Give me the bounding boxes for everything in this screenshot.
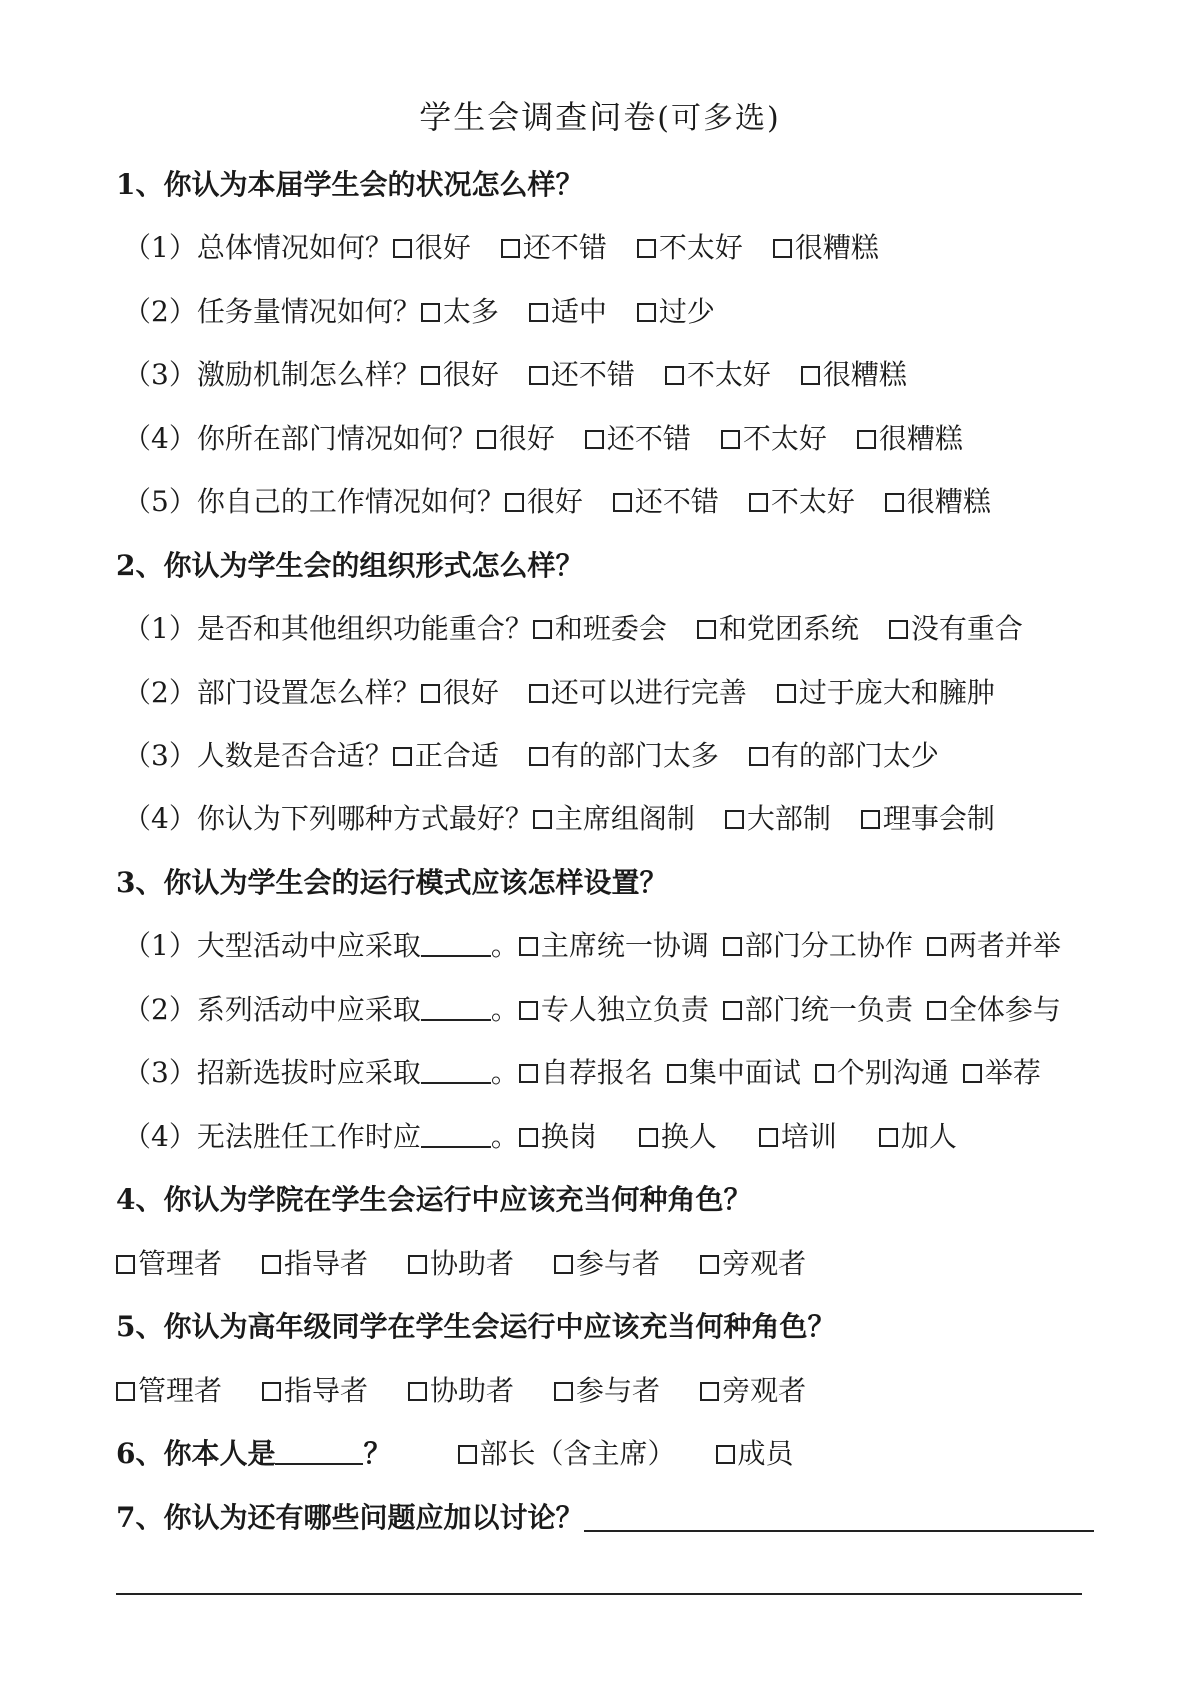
checkbox[interactable] — [639, 1128, 658, 1147]
question-text: （4）你所在部门情况如何？ — [123, 422, 477, 455]
checkbox[interactable] — [773, 239, 792, 258]
question-5-options — [116, 1369, 846, 1409]
checkbox[interactable] — [585, 430, 604, 449]
option[interactable]: 太多 — [421, 290, 499, 330]
question-2-4 — [123, 797, 1025, 837]
checkbox[interactable] — [529, 747, 548, 766]
checkbox[interactable] — [408, 1255, 427, 1274]
option[interactable]: 不太好 — [637, 226, 743, 266]
option[interactable]: 很糟糕 — [885, 480, 991, 520]
checkbox[interactable] — [477, 430, 496, 449]
option[interactable]: 很糟糕 — [801, 353, 907, 393]
checkbox[interactable] — [501, 239, 520, 258]
checkbox[interactable] — [529, 366, 548, 385]
option[interactable]: 部门分工协作 — [723, 924, 913, 964]
question-text: （2）部门设置怎么样？ — [123, 676, 421, 709]
option[interactable]: 主席统一协调 — [519, 924, 709, 964]
option[interactable]: 参与者 — [554, 1242, 660, 1282]
option[interactable]: 还可以进行完善 — [529, 671, 747, 711]
question-text: （2）系列活动中应采取 — [123, 993, 421, 1026]
checkbox[interactable] — [749, 747, 768, 766]
option[interactable]: 过于庞大和臃肿 — [777, 671, 995, 711]
option[interactable]: 管理者 — [116, 1242, 222, 1282]
option[interactable]: 大部制 — [725, 797, 831, 837]
checkbox[interactable] — [815, 1064, 834, 1083]
option[interactable]: 还不错 — [501, 226, 607, 266]
question-text: （2）任务量情况如何？ — [123, 295, 421, 328]
option[interactable]: 没有重合 — [889, 607, 1023, 647]
fill-blank[interactable] — [421, 1120, 491, 1148]
checkbox[interactable] — [262, 1255, 281, 1274]
checkbox[interactable] — [879, 1128, 898, 1147]
option[interactable]: 正合适 — [393, 734, 499, 774]
question-3-2 — [123, 988, 1091, 1028]
checkbox[interactable] — [554, 1255, 573, 1274]
checkbox[interactable] — [519, 937, 538, 956]
option[interactable]: 管理者 — [116, 1369, 222, 1409]
checkbox[interactable] — [533, 810, 552, 829]
question-text: （3）人数是否合适？ — [123, 739, 393, 772]
question-text: （4）你认为下列哪种方式最好？ — [123, 802, 533, 835]
checkbox[interactable] — [519, 1128, 538, 1147]
question-suffix: 。 — [490, 1056, 519, 1089]
checkbox[interactable] — [857, 430, 876, 449]
question-3-heading: 3、你认为学生会的运行模式应该怎样设置？ — [116, 866, 668, 899]
question-7-heading: 7、你认为还有哪些问题应加以讨论？ — [116, 1501, 584, 1534]
option[interactable]: 指导者 — [262, 1242, 368, 1282]
question-6-prefix: 6、你本人是 — [116, 1437, 276, 1470]
option[interactable]: 换人 — [639, 1115, 717, 1155]
checkbox[interactable] — [262, 1382, 281, 1401]
option[interactable]: 换岗 — [519, 1115, 597, 1155]
option[interactable]: 集中面试 — [667, 1051, 801, 1091]
checkbox[interactable] — [861, 810, 880, 829]
option[interactable]: 还不错 — [585, 417, 691, 457]
checkbox[interactable] — [723, 937, 742, 956]
option[interactable]: 不太好 — [665, 353, 771, 393]
checkbox[interactable] — [749, 493, 768, 512]
option[interactable]: 很好 — [421, 353, 499, 393]
checkbox[interactable] — [529, 303, 548, 322]
question-5-heading: 5、你认为高年级同学在学生会运行中应该充当何种角色？ — [116, 1310, 836, 1343]
option[interactable]: 培训 — [759, 1115, 837, 1155]
checkbox[interactable] — [554, 1382, 573, 1401]
page-title — [0, 92, 1200, 138]
question-text: （3）激励机制怎么样？ — [123, 358, 421, 391]
title-text: 学生会调查问卷 — [419, 98, 658, 136]
checkbox[interactable] — [529, 684, 548, 703]
option[interactable]: 旁观者 — [700, 1242, 806, 1282]
checkbox[interactable] — [393, 747, 412, 766]
checkbox[interactable] — [421, 303, 440, 322]
question-1-1 — [123, 226, 909, 266]
checkbox[interactable] — [637, 239, 656, 258]
checkbox[interactable] — [759, 1128, 778, 1147]
option[interactable]: 很好 — [393, 226, 471, 266]
answer-line[interactable] — [116, 1593, 1082, 1595]
question-text: （1）是否和其他组织功能重合？ — [123, 612, 533, 645]
checkbox[interactable] — [408, 1382, 427, 1401]
checkbox[interactable] — [927, 1001, 946, 1020]
question-6-heading — [116, 1432, 824, 1472]
question-suffix: 。 — [490, 929, 519, 962]
option[interactable]: 部长（含主席） — [458, 1432, 676, 1472]
option[interactable]: 成员 — [716, 1432, 794, 1472]
question-1-2 — [123, 290, 745, 330]
option[interactable]: 协助者 — [408, 1242, 514, 1282]
fill-blank[interactable] — [421, 993, 491, 1021]
checkbox[interactable] — [519, 1001, 538, 1020]
option[interactable]: 不太好 — [721, 417, 827, 457]
option[interactable]: 很糟糕 — [857, 417, 963, 457]
question-3-3 — [123, 1051, 1071, 1091]
checkbox[interactable] — [393, 239, 412, 258]
option[interactable]: 很好 — [505, 480, 583, 520]
fill-blank[interactable] — [421, 929, 491, 957]
question-text: （4）无法胜任工作时应 — [123, 1120, 421, 1153]
option[interactable]: 协助者 — [408, 1369, 514, 1409]
checkbox[interactable] — [700, 1255, 719, 1274]
checkbox[interactable] — [721, 430, 740, 449]
option[interactable]: 主席组阁制 — [533, 797, 695, 837]
checkbox[interactable] — [889, 620, 908, 639]
checkbox[interactable] — [963, 1064, 982, 1083]
option[interactable]: 有的部门太少 — [749, 734, 939, 774]
checkbox[interactable] — [725, 810, 744, 829]
checkbox[interactable] — [777, 684, 796, 703]
option[interactable]: 很好 — [477, 417, 555, 457]
checkbox[interactable] — [637, 303, 656, 322]
checkbox[interactable] — [533, 620, 552, 639]
question-2-3 — [123, 734, 969, 774]
checkbox[interactable] — [116, 1255, 135, 1274]
checkbox[interactable] — [505, 493, 524, 512]
question-1-4 — [123, 417, 993, 457]
option[interactable]: 和班委会 — [533, 607, 667, 647]
option[interactable]: 部门统一负责 — [723, 988, 913, 1028]
answer-line[interactable] — [584, 1530, 1094, 1532]
checkbox[interactable] — [421, 366, 440, 385]
checkbox[interactable] — [613, 493, 632, 512]
question-text: （5）你自己的工作情况如何？ — [123, 485, 505, 518]
option[interactable]: 举荐 — [963, 1051, 1041, 1091]
option[interactable]: 过少 — [637, 290, 715, 330]
option[interactable]: 很好 — [421, 671, 499, 711]
checkbox[interactable] — [801, 366, 820, 385]
option[interactable]: 旁观者 — [700, 1369, 806, 1409]
question-4-heading: 4、你认为学院在学生会运行中应该充当何种角色？ — [116, 1183, 752, 1216]
question-1-3 — [123, 353, 937, 393]
option[interactable]: 很糟糕 — [773, 226, 879, 266]
question-2-1 — [123, 607, 1053, 647]
option[interactable]: 适中 — [529, 290, 607, 330]
question-2-2 — [123, 671, 1025, 711]
option[interactable]: 两者并举 — [927, 924, 1061, 964]
checkbox[interactable] — [697, 620, 716, 639]
question-text: （3）招新选拔时应采取 — [123, 1056, 421, 1089]
option[interactable]: 理事会制 — [861, 797, 995, 837]
option[interactable]: 自荐报名 — [519, 1051, 653, 1091]
question-suffix: 。 — [490, 993, 519, 1026]
option[interactable]: 个别沟通 — [815, 1051, 949, 1091]
checkbox[interactable] — [665, 366, 684, 385]
checkbox[interactable] — [667, 1064, 686, 1083]
option[interactable]: 专人独立负责 — [519, 988, 709, 1028]
option[interactable]: 参与者 — [554, 1369, 660, 1409]
question-1-heading: 1、你认为本届学生会的状况怎么样？ — [116, 168, 584, 201]
option[interactable]: 指导者 — [262, 1369, 368, 1409]
checkbox[interactable] — [723, 1001, 742, 1020]
option[interactable]: 不太好 — [749, 480, 855, 520]
checkbox[interactable] — [927, 937, 946, 956]
title-suffix: (可多选) — [657, 101, 781, 136]
question-text: （1）总体情况如何？ — [123, 231, 393, 264]
checkbox[interactable] — [519, 1064, 538, 1083]
fill-blank[interactable] — [275, 1437, 363, 1465]
checkbox[interactable] — [421, 684, 440, 703]
question-2-heading: 2、你认为学生会的组织形式怎么样？ — [116, 549, 584, 582]
checkbox[interactable] — [700, 1382, 719, 1401]
option[interactable]: 还不错 — [529, 353, 635, 393]
question-3-4 — [123, 1115, 987, 1155]
question-text: （1）大型活动中应采取 — [123, 929, 421, 962]
question-1-5 — [123, 480, 1021, 520]
checkbox[interactable] — [116, 1382, 135, 1401]
checkbox[interactable] — [716, 1445, 735, 1464]
checkbox[interactable] — [458, 1445, 477, 1464]
question-6-suffix: ？ — [363, 1437, 392, 1470]
option[interactable]: 还不错 — [613, 480, 719, 520]
question-4-options — [116, 1242, 846, 1282]
option[interactable]: 有的部门太多 — [529, 734, 719, 774]
question-3-1 — [123, 924, 1091, 964]
checkbox[interactable] — [885, 493, 904, 512]
option[interactable]: 和党团系统 — [697, 607, 859, 647]
question-suffix: 。 — [490, 1120, 519, 1153]
fill-blank[interactable] — [421, 1056, 491, 1084]
option[interactable]: 全体参与 — [927, 988, 1061, 1028]
option[interactable]: 加人 — [879, 1115, 957, 1155]
